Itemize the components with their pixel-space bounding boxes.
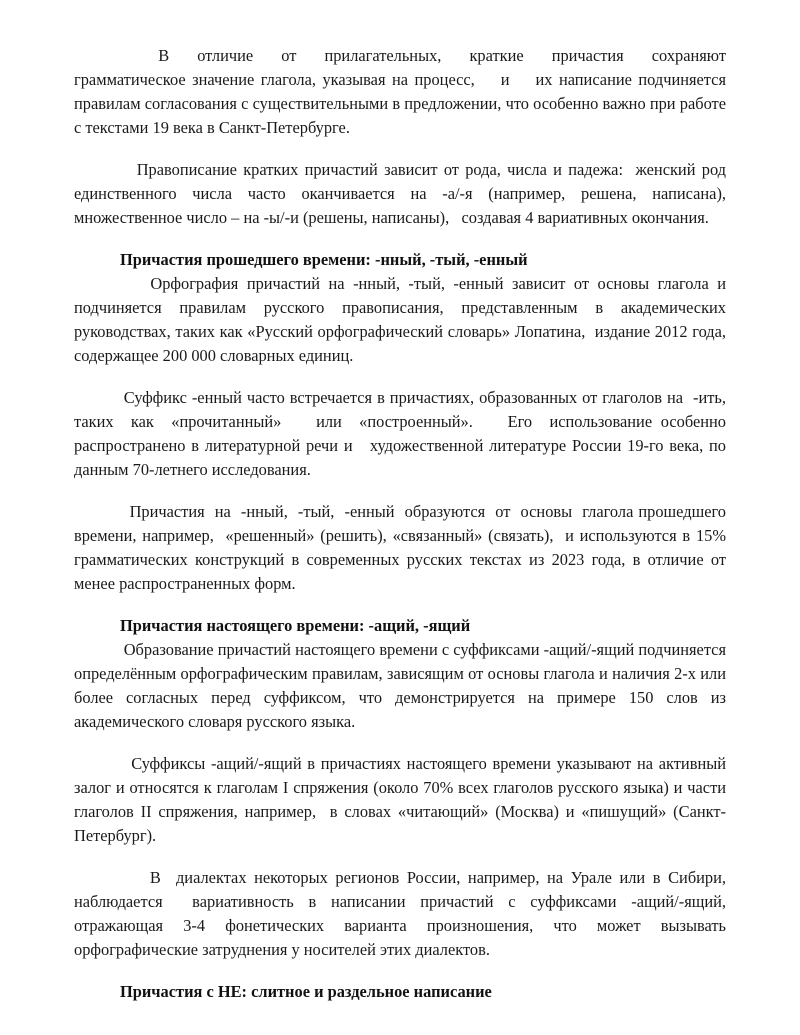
paragraph-past-participles-orthography: Орфография причастий на -нный, -тый, -енный зависит от основы глагола и подчиняется правилам русского правописания, представленным в академических руководствах, таких как «Русский орфографический словарь» Лопатина, издание 2012 года, содержащее 200 000 словарных единиц. xyxy=(74,274,731,365)
heading-participles-with-ne: Причастия с НЕ: слитное и раздельное написание xyxy=(120,982,492,1001)
paragraph-present-participles-suffixes: Суффиксы -ащий/-ящий в причастиях настоящего времени указывают на активный залог и относятся к глаголам I спряжения (около 70% всех глаголов русского языка) и части глаголов II спряжения, например, в словах «читающий» (Москва) и «пишущий» (Санкт-Петербург). xyxy=(74,754,731,845)
paragraph-present-participles-formation: Образование причастий настоящего времени с суффиксами -ащий/-ящий подчиняется определённым орфографическим правилам, зависящим от основы глагола и наличия 2-х или более согласных перед суффиксом, что демонстрируется на примере 150 слов из академического словаря русского языка. xyxy=(74,640,731,731)
paragraph-suffix-enny: Суффикс -енный часто встречается в причастиях, образованных от глаголов на -ить, таких как «прочитанный» или «построенный». Его использование особенно распространено в литературной речи и художественной литературе России 19-го века, по данным 70-летнего исследования. xyxy=(74,388,735,479)
heading-present-participles: Причастия настоящего времени: -ащий, -ящий xyxy=(120,616,471,635)
heading-past-participles: Причастия прошедшего времени: -нный, -тый, -енный xyxy=(120,250,528,269)
paragraph-short-participles-spelling: Правописание кратких причастий зависит от рода, числа и падежа: женский род единственного числа часто оканчивается на -а/-я (например, решена, написана), множественное число – на -ы/-и (решены, написаны), создавая 4 вариативных окончания. xyxy=(74,160,731,227)
paragraph-short-participles-intro: В отличие от прилагательных, краткие причастия сохраняют грамматическое значение глагола, указывая на процесс, и их написание подчиняется правилам согласования с существительными в предложении, что особенно важно при работе с текстами 19 века в Санкт-Петербурге. xyxy=(74,46,739,137)
paragraph-dialect-variation: В диалектах некоторых регионов России, например, на Урале или в Сибири, наблюдается вариативность в написании причастий с суффиксами -ащий/-ящий, отражающая 3-4 фонетических варианта произношения, что может вызывать орфографические затруднения у носителей этих диалектов. xyxy=(74,868,731,959)
paragraph-past-participles-formation: Причастия на -нный, -тый, -енный образуются от основы глагола прошедшего времени, например, «решенный» (решить), «связанный» (связать), и используются в 15% грамматических конструкций в современных русских текстах из 2023 года, в отличие от менее распространенных форм. xyxy=(74,502,731,593)
